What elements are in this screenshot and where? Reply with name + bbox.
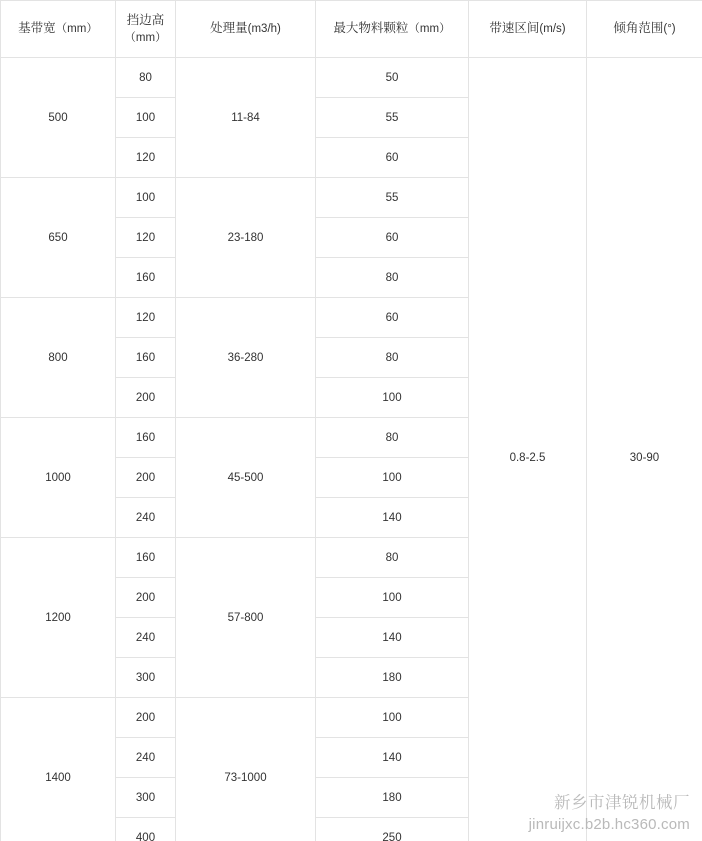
cell-max-particle-size: 80 [316,538,469,578]
cell-max-particle-size: 50 [316,58,469,98]
cell-max-particle-size: 180 [316,778,469,818]
watermark-site-url: jinruijxc.b2b.hc360.com [528,815,690,833]
cell-sidewall-height: 400 [116,818,176,841]
cell-max-particle-size: 100 [316,698,469,738]
cell-capacity: 73-1000 [176,698,316,841]
cell-sidewall-height: 200 [116,378,176,418]
cell-max-particle-size: 80 [316,258,469,298]
column-header-label: 挡边高 [126,12,165,27]
column-header-belt-speed-range [469,1,587,58]
cell-capacity: 57-800 [176,538,316,698]
table-body [1,58,702,841]
cell-max-particle-size: 140 [316,738,469,778]
cell-sidewall-height: 120 [116,298,176,338]
cell-max-particle-size: 140 [316,498,469,538]
cell-base-belt-width: 650 [1,178,116,298]
column-header-unit: (°) [663,23,676,35]
cell-sidewall-height: 160 [116,538,176,578]
cell-max-particle-size: 60 [316,298,469,338]
table-header [1,1,702,58]
cell-base-belt-width: 1400 [1,698,116,841]
cell-max-particle-size: 100 [316,378,469,418]
cell-capacity: 36-280 [176,298,316,418]
cell-belt-speed-range: 0.8-2.5 [469,58,587,841]
table-row [1,58,702,98]
column-header-unit: (m/s) [539,23,566,35]
cell-sidewall-height: 160 [116,258,176,298]
cell-capacity: 45-500 [176,418,316,538]
cell-max-particle-size: 180 [316,658,469,698]
cell-sidewall-height: 300 [116,658,176,698]
cell-sidewall-height: 100 [116,178,176,218]
column-header-label: 倾角范围 [613,21,664,35]
cell-sidewall-height: 80 [116,58,176,98]
cell-capacity: 11-84 [176,58,316,178]
column-header-capacity [176,1,316,58]
cell-max-particle-size: 100 [316,578,469,618]
column-header-unit: （mm） [408,23,451,35]
column-header-inclination-range [587,1,702,58]
cell-max-particle-size: 60 [316,138,469,178]
cell-base-belt-width: 1200 [1,538,116,698]
cell-sidewall-height: 100 [116,98,176,138]
table-header-row [1,1,702,58]
cell-max-particle-size: 80 [316,338,469,378]
column-header-label: 最大物料颗粒 [333,21,409,35]
cell-inclination-range: 30-90 [587,58,702,841]
cell-sidewall-height: 240 [116,498,176,538]
column-header-label: 处理量 [210,21,248,35]
cell-max-particle-size: 55 [316,98,469,138]
column-header-unit: (m3/h) [247,23,281,35]
column-header-label: 带速区间 [489,21,540,35]
cell-sidewall-height: 160 [116,338,176,378]
cell-sidewall-height: 160 [116,418,176,458]
cell-capacity: 23-180 [176,178,316,298]
cell-base-belt-width: 1000 [1,418,116,538]
cell-sidewall-height: 200 [116,578,176,618]
column-header-unit: （mm） [55,23,98,35]
cell-sidewall-height: 200 [116,458,176,498]
cell-sidewall-height: 200 [116,698,176,738]
cell-max-particle-size: 100 [316,458,469,498]
cell-max-particle-size: 140 [316,618,469,658]
column-header-sidewall-height [116,1,176,58]
cell-sidewall-height: 300 [116,778,176,818]
cell-base-belt-width: 500 [1,58,116,178]
cell-sidewall-height: 240 [116,618,176,658]
cell-max-particle-size: 80 [316,418,469,458]
column-header-base-belt-width [1,1,116,58]
cell-max-particle-size: 250 [316,818,469,841]
cell-base-belt-width: 800 [1,298,116,418]
column-header-label: 基带宽 [18,21,56,35]
column-header-max-particle-size [316,1,469,58]
cell-sidewall-height: 240 [116,738,176,778]
column-header-unit: （mm） [124,31,167,44]
watermark-company-name: 新乡市津锐机械厂 [554,794,690,813]
cell-max-particle-size: 60 [316,218,469,258]
cell-max-particle-size: 55 [316,178,469,218]
cell-sidewall-height: 120 [116,218,176,258]
cell-sidewall-height: 120 [116,138,176,178]
